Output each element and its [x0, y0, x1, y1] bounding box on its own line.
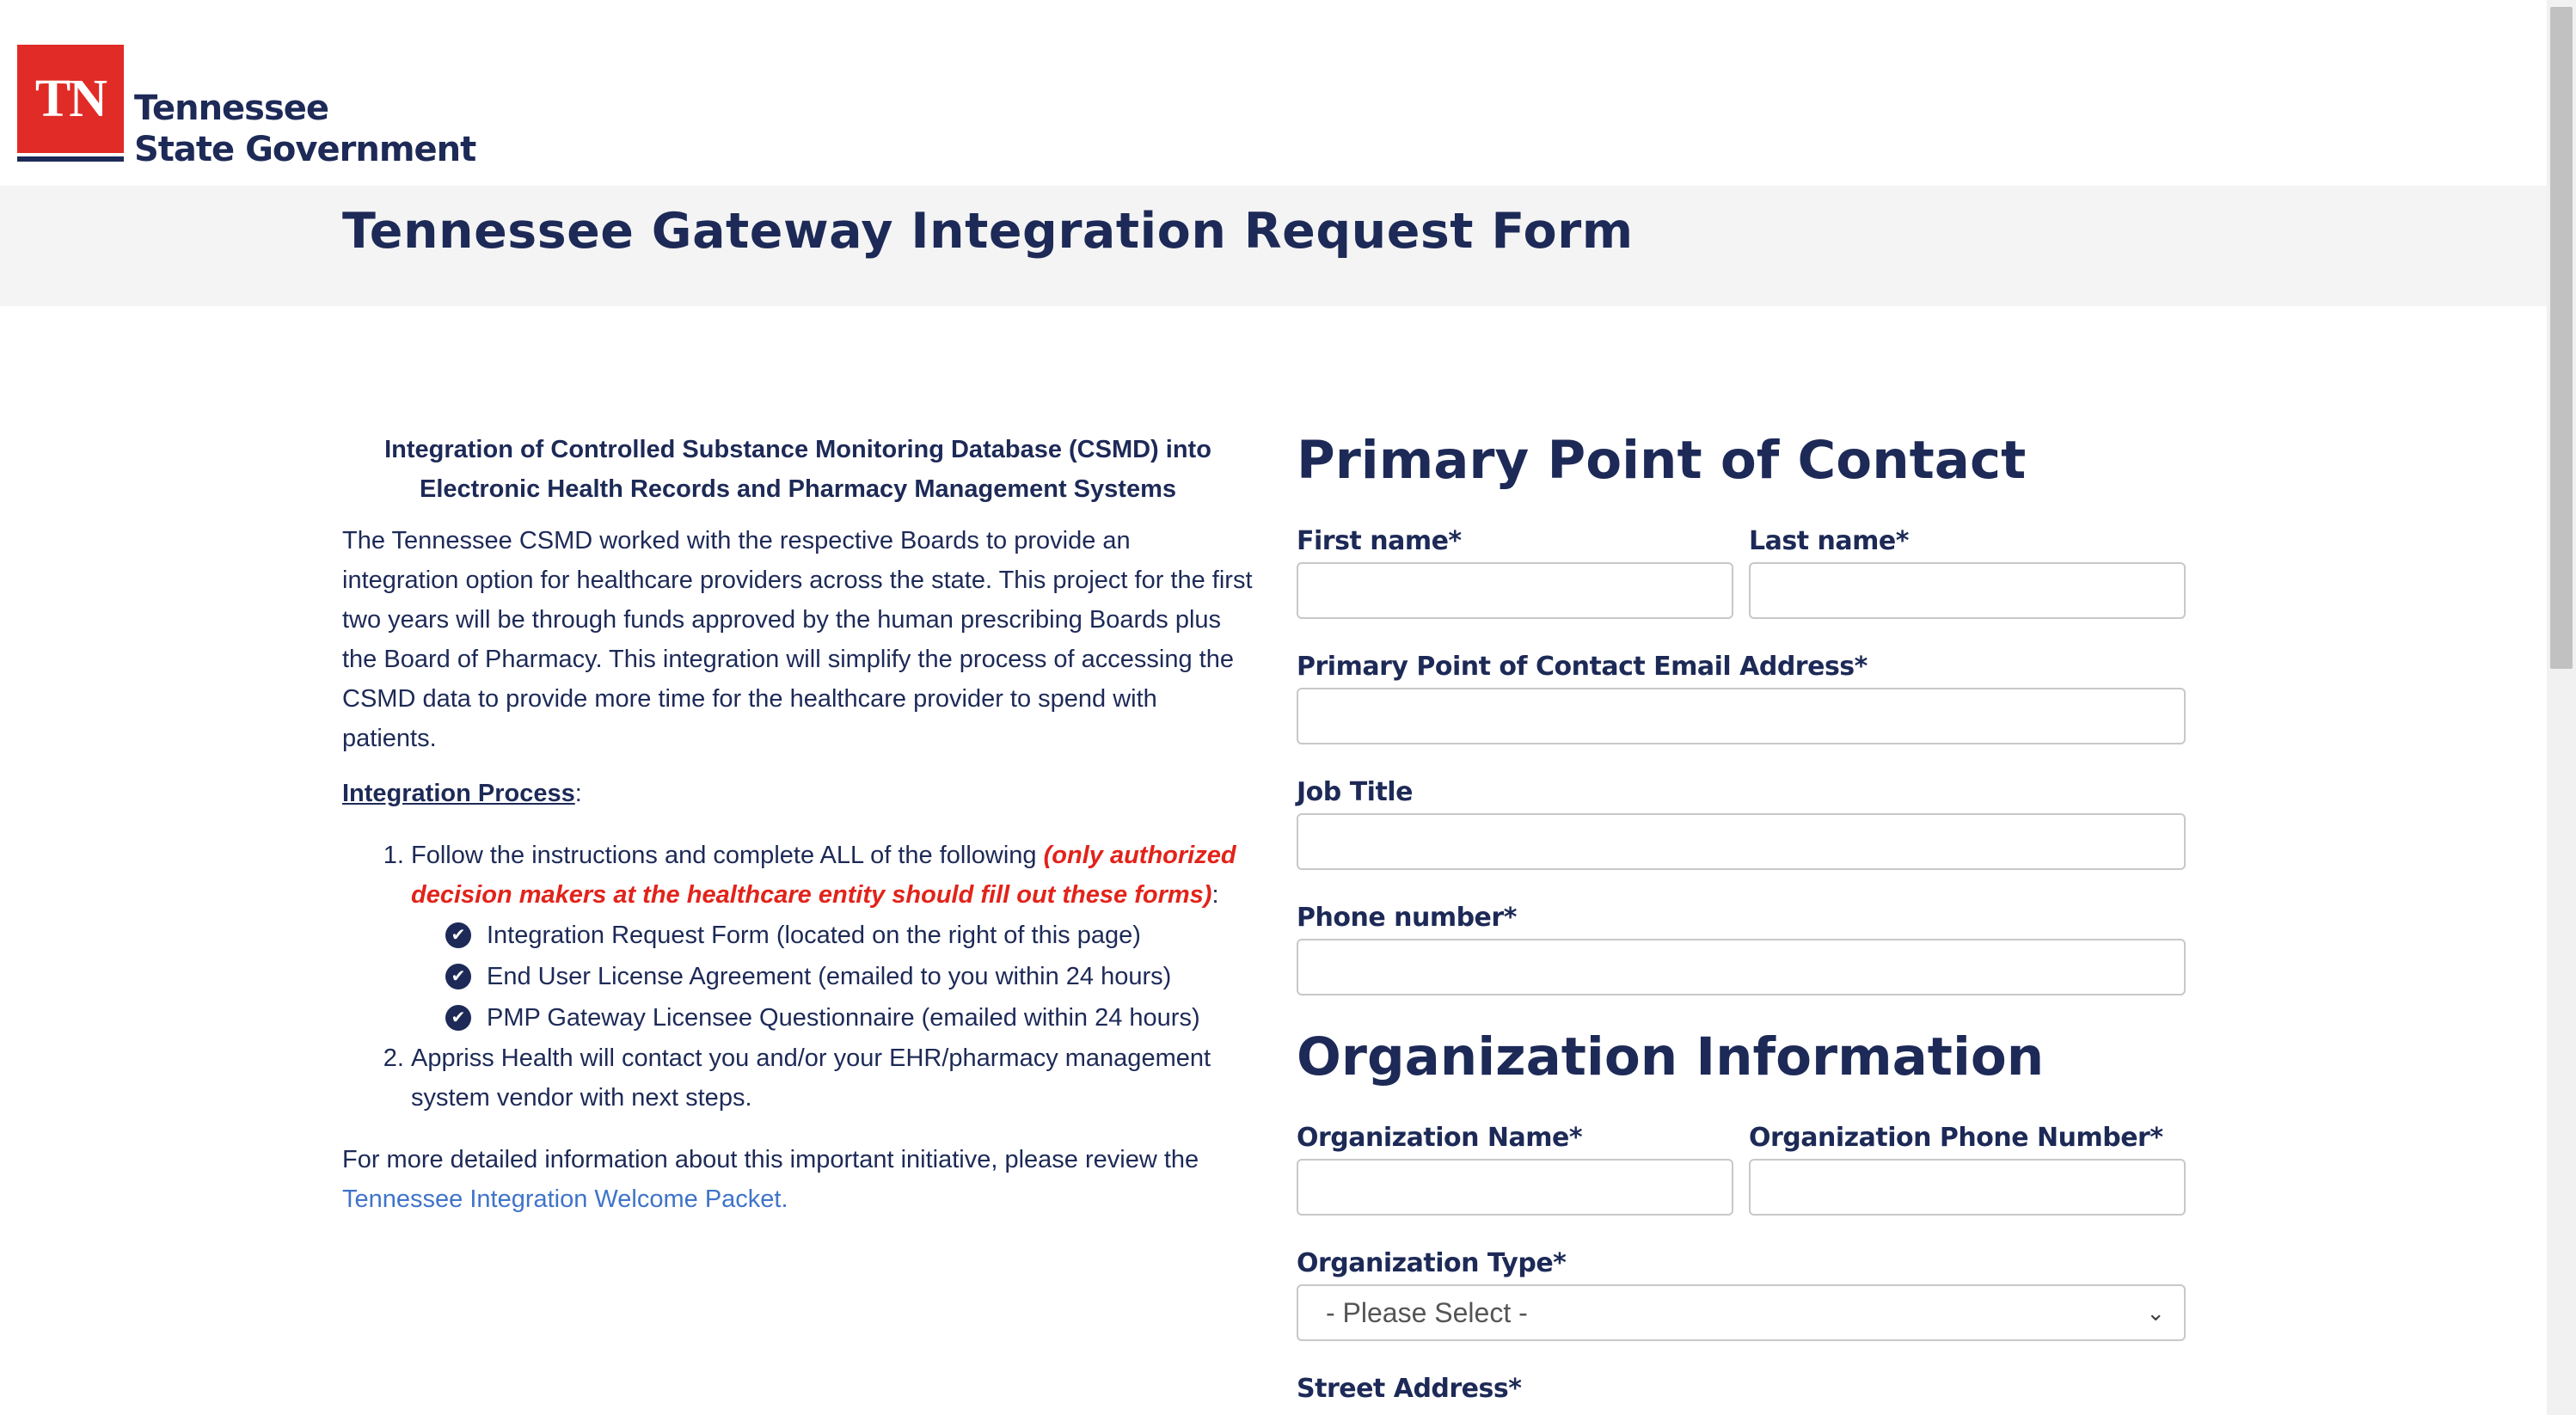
- org-phone-label: Organization Phone Number*: [1749, 1123, 2163, 1153]
- checklist-item: [445, 956, 1254, 997]
- process-step-2: [411, 1038, 1254, 1118]
- step-2-text: Appriss Health will contact you and/or your EHR/pharmacy management system vendor with next steps.: [411, 1044, 1211, 1112]
- org-type-selected-value: - Please Select -: [1326, 1296, 1528, 1328]
- check-circle-icon: ✔: [445, 922, 471, 948]
- logo-wordmark: [134, 88, 475, 170]
- checklist-item-text: Integration Request Form (located on the right of this page): [487, 922, 1141, 949]
- site-header: [0, 0, 2547, 186]
- tn-government-logo[interactable]: [17, 45, 475, 170]
- last-name-input[interactable]: [1749, 562, 2186, 619]
- logo-underline: [17, 156, 124, 162]
- org-type-select[interactable]: [1297, 1284, 2186, 1341]
- intro-column: [342, 430, 1254, 1244]
- tn-logo-mark: [17, 45, 124, 153]
- org-name-label: Organization Name*: [1297, 1123, 1583, 1153]
- scrollbar-thumb[interactable]: [2550, 7, 2573, 669]
- checklist-item: [445, 915, 1254, 956]
- last-name-label: Last name*: [1749, 526, 1909, 556]
- job-title-input[interactable]: [1297, 813, 2186, 870]
- step-1-text: Follow the instructions and complete ALL of the following: [411, 842, 1044, 869]
- job-title-label: Job Title: [1297, 777, 1413, 807]
- email-label: Primary Point of Contact Email Address*: [1297, 652, 1868, 682]
- page-scrollbar[interactable]: [2547, 0, 2576, 1415]
- org-type-label: Organization Type*: [1297, 1248, 1567, 1278]
- intro-paragraph: The Tennessee CSMD worked with the respective Boards to provide an integration option for healthcare providers across the state. This project for the first two years will be through funds approved by the human prescribing Boards plus the Board of Pharmacy. This integration will simplify the process of accessing the CSMD data to provide more time for the healthcare provider to spend with patients.: [342, 527, 1253, 752]
- checklist: [411, 915, 1254, 1038]
- logo-mark-text: TN: [34, 69, 107, 128]
- logo-line-1: Tennessee: [134, 89, 329, 128]
- org-name-input[interactable]: [1297, 1159, 1733, 1216]
- phone-label: Phone number*: [1297, 903, 1517, 933]
- process-colon: :: [574, 780, 582, 807]
- integration-process-heading: Integration Process: [342, 780, 575, 807]
- step-1-colon: :: [1211, 881, 1219, 909]
- phone-input[interactable]: [1297, 939, 2186, 995]
- process-step-1: [411, 836, 1254, 1038]
- page-title: Tennessee Gateway Integration Request Form: [342, 203, 1634, 260]
- check-circle-icon: ✔: [445, 1005, 471, 1031]
- contact-section-title: Primary Point of Contact: [1297, 430, 2027, 491]
- organization-section-title: Organization Information: [1297, 1026, 2045, 1087]
- intro-heading: [342, 430, 1254, 509]
- checklist-item-text: End User License Agreement (emailed to you within 24 hours): [487, 963, 1172, 990]
- integration-process-label: [342, 774, 1254, 813]
- email-input[interactable]: [1297, 688, 2186, 744]
- process-steps: [342, 836, 1254, 1118]
- logo-line-2: State Government: [134, 130, 476, 169]
- intro-heading-line-1: Integration of Controlled Substance Monitoring Database (CSMD) into: [384, 436, 1211, 463]
- checklist-item: [445, 997, 1254, 1038]
- checklist-item-text: PMP Gateway Licensee Questionnaire (emailed within 24 hours): [487, 1004, 1200, 1032]
- more-info-paragraph: [342, 1140, 1254, 1219]
- street-address-label: Street Address*: [1297, 1374, 1522, 1404]
- step-1-warning: (only authorized decision makers at the healthcare entity should fill out these forms): [411, 842, 1236, 909]
- first-name-label: First name*: [1297, 526, 1462, 556]
- first-name-input[interactable]: [1297, 562, 1733, 619]
- check-circle-icon: ✔: [445, 964, 471, 989]
- org-phone-input[interactable]: [1749, 1159, 2186, 1216]
- intro-heading-line-2: Electronic Health Records and Pharmacy Management Systems: [420, 475, 1176, 503]
- welcome-packet-link[interactable]: Tennessee Integration Welcome Packet.: [342, 1185, 788, 1213]
- chevron-down-icon: ⌄: [2146, 1300, 2165, 1326]
- more-info-text: For more detailed information about this important initiative, please review the: [342, 1146, 1199, 1173]
